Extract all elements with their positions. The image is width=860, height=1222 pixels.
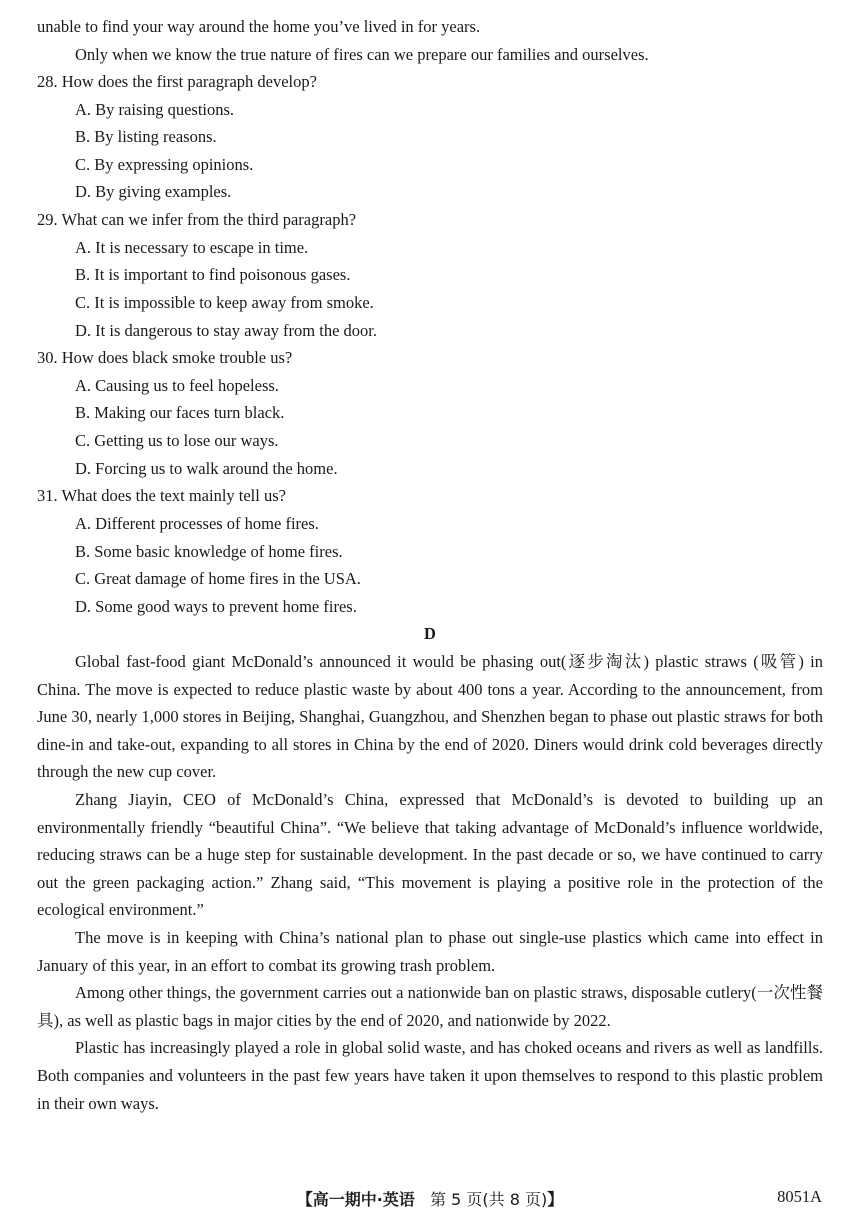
passage-paragraph-5: Plastic has increasingly played a role in global solid waste, and has choked oceans and rivers as well as landfills. Both companies and volunteers in the past few years have taken it upon themselves to respond to this plastic problem in their own ways.: [37, 1038, 823, 1113]
section-heading-d: D: [424, 624, 436, 643]
footer-label: [0, 1187, 860, 1210]
footer-bracket-open: 【: [296, 1190, 313, 1209]
passage-paragraph-2: Zhang Jiayin, CEO of McDonald’s China, expressed that McDonald’s is devoted to building up an environmentally friendly “beautiful China”. “We believe that taking advantage of McDonald’s influence worldwide, reducing straws can be a huge step for sustainable development. In the past decade or so, we have continued to carry out the green packaging action.” Zhang said, “This movement is playing a positive role in the protection of the ecological environment.”: [37, 789, 823, 920]
footer-dot: ·: [376, 1190, 383, 1209]
question-29-option-a: A. It is necessary to escape in time.: [75, 238, 309, 257]
question-28-stem: 28. How does the first paragraph develop?: [37, 72, 317, 91]
question-30-stem: 30. How does black smoke trouble us?: [37, 348, 293, 367]
question-28-option-c: C. By expressing opinions.: [75, 155, 254, 174]
footer-bracket-close: 】: [547, 1190, 564, 1209]
question-30-option-c: C. Getting us to lose our ways.: [75, 431, 279, 450]
passage-paragraph-3: The move is in keeping with China’s national plan to phase out single-use plastics which came into effect in January of this year, in an effort to combat its growing trash problem.: [37, 927, 823, 975]
question-29-option-c: C. It is impossible to keep away from smoke.: [75, 293, 374, 312]
footer-exam: 高一期中: [312, 1190, 377, 1209]
question-30-option-a: A. Causing us to feel hopeless.: [75, 376, 279, 395]
footer-exam-code: 8051A: [777, 1187, 822, 1206]
lead-line-1: unable to find your way around the home you’ve lived in for years.: [37, 17, 481, 36]
question-29-option-b: B. It is important to find poisonous gases.: [75, 265, 351, 284]
question-28-option-d: D. By giving examples.: [75, 182, 232, 201]
footer-subject: 英语: [382, 1190, 415, 1209]
question-31-option-c: C. Great damage of home fires in the USA.: [75, 569, 361, 588]
passage-d: [37, 648, 823, 1117]
page-footer: [0, 1187, 860, 1211]
question-28-option-b: B. By listing reasons.: [75, 127, 217, 146]
footer-page-info: 第 5 页(共 8 页): [430, 1190, 548, 1209]
question-30-option-b: B. Making our faces turn black.: [75, 403, 285, 422]
question-30-option-d: D. Forcing us to walk around the home.: [75, 459, 338, 478]
question-31-option-b: B. Some basic knowledge of home fires.: [75, 542, 343, 561]
question-29-option-d: D. It is dangerous to stay away from the door.: [75, 321, 377, 340]
question-28-option-a: A. By raising questions.: [75, 100, 235, 119]
question-29-stem: 29. What can we infer from the third paragraph?: [37, 210, 357, 229]
lead-line-2: Only when we know the true nature of fires can we prepare our families and ourselves.: [75, 45, 649, 64]
question-31-stem: 31. What does the text mainly tell us?: [37, 486, 286, 505]
passage-paragraph-1: Global fast-food giant McDonald’s announced it would be phasing out(逐步淘汰) plastic straws (吸管) in China. The move is expected to reduce plastic waste by about 400 tons a year. According to the announcement, from June 30, nearly 1,000 stores in Beijing, Shanghai, Guangzhou, and Shenzhen began to phase out plastic straws for both dine-in and take-out, expanding to all stores in China by the end of 2020. Diners would drink cold beverages directly through the new cup cover.: [37, 652, 823, 782]
passage-paragraph-4: Among other things, the government carries out a nationwide ban on plastic straws, disposable cutlery(一次性餐具), as well as plastic bags in major cities by the end of 2020, and nationwide by 2022.: [37, 983, 823, 1030]
question-31-option-d: D. Some good ways to prevent home fires.: [75, 597, 357, 616]
question-31-option-a: A. Different processes of home fires.: [75, 514, 319, 533]
